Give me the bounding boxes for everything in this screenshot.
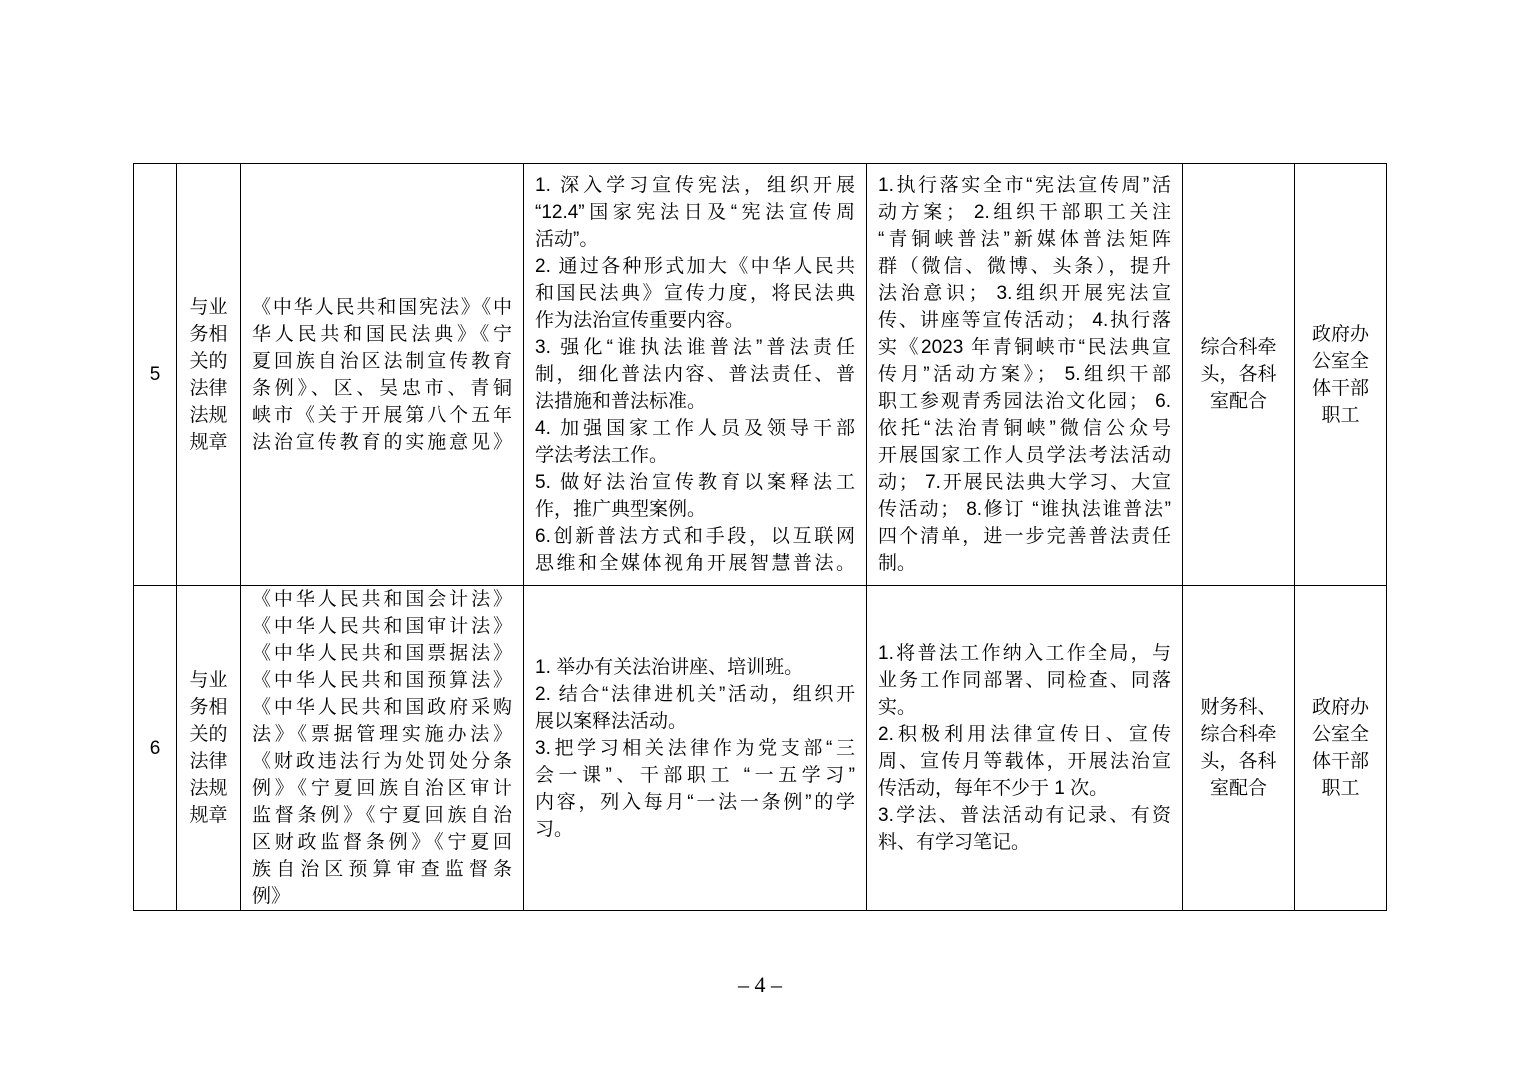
measures-line: 料、有学习笔记。 xyxy=(878,832,1031,853)
measures-line: 群（微信、微博、头条），提升 xyxy=(878,256,1171,277)
measures-cell xyxy=(867,164,1183,586)
measures-cell xyxy=(867,586,1183,911)
content-line: 会一课”、干部职工 “一五学习” xyxy=(535,764,855,786)
category-cell xyxy=(177,586,241,911)
content-line: 学法考法工作。 xyxy=(535,445,669,466)
content-line: 6.创新普法方式和手段，以互联网 xyxy=(535,526,855,547)
owner-cell xyxy=(1183,164,1295,586)
index-cell xyxy=(134,164,177,586)
content-line: 内容，列入每月“一法一条例”的学 xyxy=(535,791,855,813)
content-line: 1. 举办有关法治讲座、培训班。 xyxy=(535,656,804,678)
content-paragraph xyxy=(535,172,855,253)
measures-line: 3.学法、普法活动有记录、有资 xyxy=(878,805,1171,826)
owner-text: 财务科、综合科牵头，各科室配合 xyxy=(1200,697,1277,799)
content-line: 4. 加强国家工作人员及领导干部 xyxy=(535,418,855,439)
row-number: 5 xyxy=(149,364,161,385)
laws-line: 《中华人民共和国票据法》 xyxy=(252,643,512,664)
measures-line: 动方案； 2.组织干部职工关注 xyxy=(878,202,1171,223)
content-paragraph xyxy=(535,523,855,577)
laws-paragraph xyxy=(252,294,512,456)
measures-line: 动； 7.开展民法典大学习、大宣 xyxy=(878,472,1171,493)
laws-line: 《中华人民共和国宪法》《中 xyxy=(252,296,512,318)
content-line: 1. 深入学习宣传宪法，组织开展 xyxy=(535,175,855,196)
content-cell xyxy=(524,164,867,586)
laws-cell xyxy=(241,164,524,586)
content-line: 3. 强化“谁执法谁普法”普法责任 xyxy=(535,337,855,358)
measures-paragraph xyxy=(878,802,1171,856)
measures-line: “青铜峡普法”新媒体普法矩阵 xyxy=(878,229,1171,250)
category-text: 与业务相关的法律法规规章 xyxy=(189,296,228,453)
content-paragraph xyxy=(535,735,855,843)
target-cell xyxy=(1295,586,1387,911)
laws-line: 条例》、区、吴忠市、青铜 xyxy=(252,377,512,399)
owner-cell xyxy=(1183,586,1295,911)
content-line: 作，推广典型案例。 xyxy=(535,499,707,520)
laws-line: 《财政违法行为处罚处分条 xyxy=(252,751,512,772)
content-line: 法措施和普法标准。 xyxy=(535,391,707,412)
laws-line: 区财政监督条例》《宁夏回 xyxy=(252,832,512,853)
content-line: 和国民法典》宣传力度，将民法典 xyxy=(535,283,855,304)
plan-table xyxy=(133,163,1387,911)
measures-line: 依托“法治青铜峡”微信公众号 xyxy=(878,418,1171,439)
content-line: 思维和全媒体视角开展智慧普法。 xyxy=(535,553,855,574)
page-number: – 4 – xyxy=(738,972,782,997)
content-line: 2. 结合“法律进机关”活动，组织开 xyxy=(535,683,855,705)
measures-line: 业务工作同部署、同检查、同落 xyxy=(878,670,1171,691)
laws-line: 例》 xyxy=(252,886,291,907)
content-line: 2. 通过各种形式加大《中华人民共 xyxy=(535,256,855,277)
index-cell xyxy=(134,586,177,911)
category-cell xyxy=(177,164,241,586)
measures-paragraph xyxy=(878,172,1171,577)
laws-line: 例》《宁夏回族自治区审计 xyxy=(252,778,512,799)
content-line: “12.4”国家宪法日及“宪法宣传周 xyxy=(535,202,855,223)
category-text: 与业务相关的法律法规规章 xyxy=(189,670,228,826)
measures-line: 四个清单，进一步完善普法责任 xyxy=(878,526,1171,547)
measures-line: 传活动； 8.修订 “谁执法谁普法” xyxy=(878,499,1171,520)
measures-line: 1.将普法工作纳入工作全局，与 xyxy=(878,643,1171,664)
measures-line: 传活动，每年不少于 1 次。 xyxy=(878,778,1109,799)
measures-line: 1.执行落实全市“宪法宣传周”活 xyxy=(878,175,1171,196)
table-row xyxy=(134,586,1387,911)
row-number: 6 xyxy=(149,737,161,759)
measures-line: 制。 xyxy=(878,553,917,574)
measures-paragraph xyxy=(878,640,1171,721)
content-line: 活动”。 xyxy=(535,229,599,250)
measures-line: 职工参观青秀园法治文化园； 6. xyxy=(878,391,1171,412)
measures-line: 周、宣传月等载体，开展法治宣 xyxy=(878,751,1171,772)
measures-line: 传、讲座等宣传活动； 4.执行落 xyxy=(878,310,1171,331)
laws-line: 华人民共和国民法典》《宁 xyxy=(252,323,512,345)
laws-line: 法》《票据管理实施办法》 xyxy=(252,724,512,745)
content-line: 作为法治宣传重要内容。 xyxy=(535,310,745,331)
content-paragraph xyxy=(535,334,855,415)
measures-line: 传月”活动方案》； 5.组织干部 xyxy=(878,364,1171,385)
measures-line: 开展国家工作人员学法考法活动 xyxy=(878,445,1171,466)
content-line: 展以案释法活动。 xyxy=(535,710,688,732)
target-text: 政府办公室全体干部职工 xyxy=(1311,323,1369,426)
table-row xyxy=(134,164,1387,586)
content-cell xyxy=(524,586,867,911)
content-paragraph xyxy=(535,253,855,334)
owner-text: 综合科牵头，各科室配合 xyxy=(1200,337,1277,412)
laws-line: 监督条例》《宁夏回族自治 xyxy=(252,805,512,826)
content-line: 3.把学习相关法律作为党支部“三 xyxy=(535,737,855,759)
content-paragraph xyxy=(535,415,855,469)
measures-line: 实。 xyxy=(878,697,917,718)
content-paragraph xyxy=(535,681,855,735)
laws-line: 族自治区预算审查监督条 xyxy=(252,859,512,880)
target-text: 政府办公室全体干部职工 xyxy=(1311,697,1369,799)
content-line: 5. 做好法治宣传教育以案释法工 xyxy=(535,472,855,493)
laws-line: 《中华人民共和国审计法》 xyxy=(252,616,512,637)
content-line: 制，细化普法内容、普法责任、普 xyxy=(535,364,855,385)
content-paragraph xyxy=(535,654,855,681)
measures-line: 法治意识； 3.组织开展宪法宣 xyxy=(878,283,1171,304)
measures-paragraph xyxy=(878,721,1171,802)
laws-line: 《中华人民共和国预算法》 xyxy=(252,670,512,691)
laws-line: 法治宣传教育的实施意见》 xyxy=(252,431,512,453)
measures-line: 实《2023 年青铜峡市“民法典宣 xyxy=(878,337,1171,358)
measures-line: 2.积极利用法律宣传日、宣传 xyxy=(878,724,1171,745)
laws-cell xyxy=(241,586,524,911)
laws-line: 《中华人民共和国会计法》 xyxy=(252,589,512,610)
laws-line: 夏回族自治区法制宣传教育 xyxy=(252,350,512,372)
target-cell xyxy=(1295,164,1387,586)
laws-line: 《中华人民共和国政府采购 xyxy=(252,697,512,718)
content-paragraph xyxy=(535,469,855,523)
laws-paragraph xyxy=(252,586,512,910)
content-line: 习。 xyxy=(535,818,574,840)
laws-line: 峡市《关于开展第八个五年 xyxy=(252,404,512,426)
